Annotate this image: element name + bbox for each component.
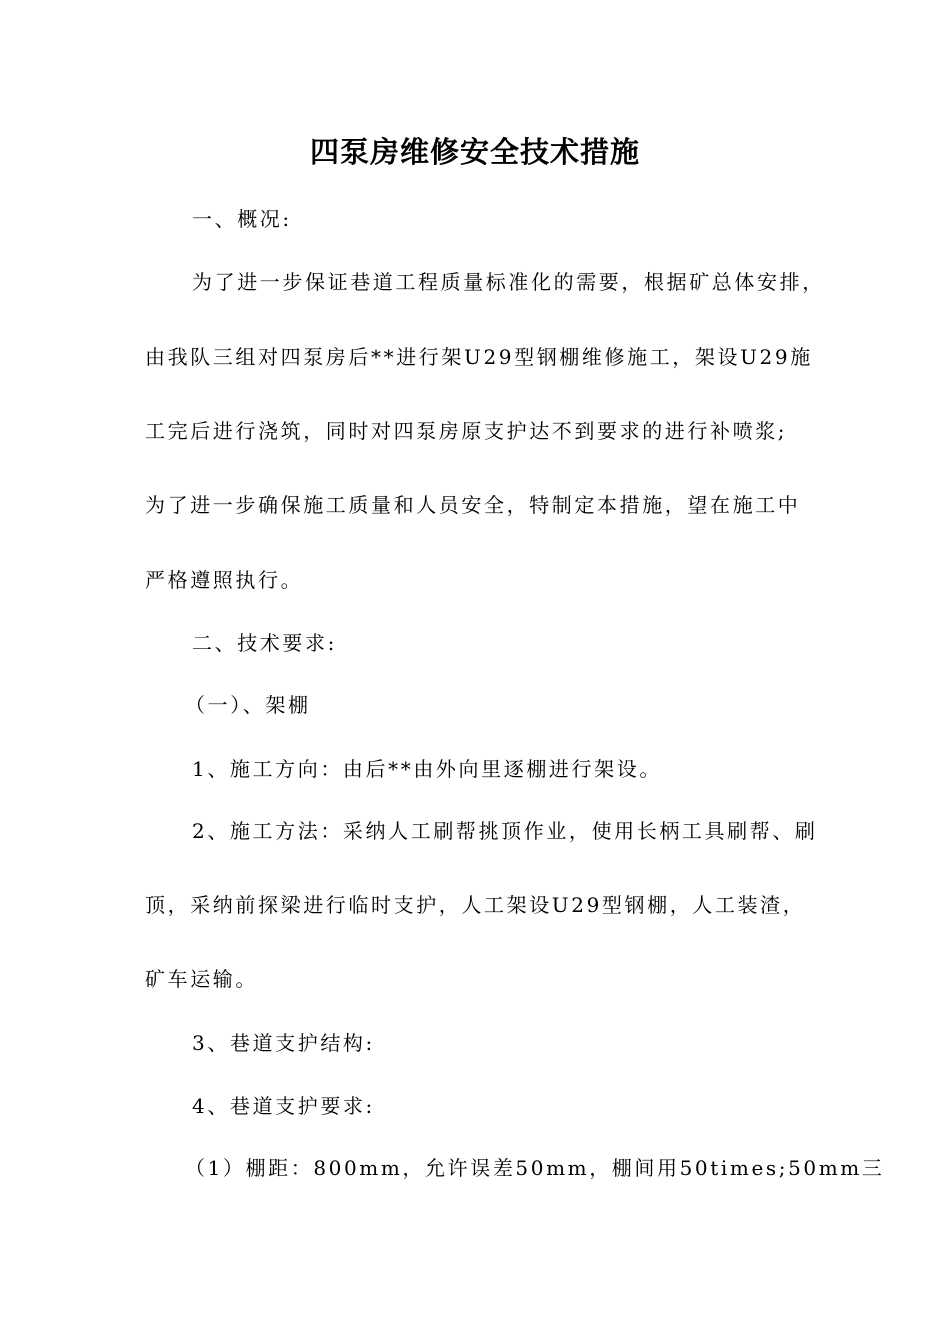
paragraph-line: 矿车运输。 [145,967,258,991]
paragraph-line: 为了进一步保证巷道工程质量标准化的需要，根据矿总体安排， [192,270,825,294]
paragraph-line: 由我队三组对四泵房后**进行架U29型钢棚维修施工，架设U29施 [145,345,813,369]
section-heading-technical: 二、技术要求: [192,631,337,655]
list-item: 3、巷道支护结构: [192,1031,375,1055]
list-item: （1）棚距：800mm，允许误差50mm，棚间用50times;50mm三 [185,1156,885,1180]
document-title: 四泵房维修安全技术措施 [309,135,640,169]
subsection-heading: （一）、架棚 [185,693,311,717]
paragraph-line: 为了进一步确保施工质量和人员安全，特制定本措施，望在施工中 [145,493,801,517]
list-item: 2、施工方法：采纳人工刷帮挑顶作业，使用长柄工具刷帮、刷 [192,819,818,843]
paragraph-line: 严格遵照执行。 [145,568,304,592]
list-item: 1、施工方向：由后**由外向里逐棚进行架设。 [192,757,662,781]
paragraph-line: 工完后进行浇筑，同时对四泵房原支护达不到要求的进行补喷浆; [145,419,788,443]
list-item: 4、巷道支护要求: [192,1094,375,1118]
paragraph-line: 顶，采纳前探梁进行临时支护，人工架设U29型钢棚，人工装渣， [145,893,806,917]
section-heading-overview: 一、概况: [192,207,292,231]
